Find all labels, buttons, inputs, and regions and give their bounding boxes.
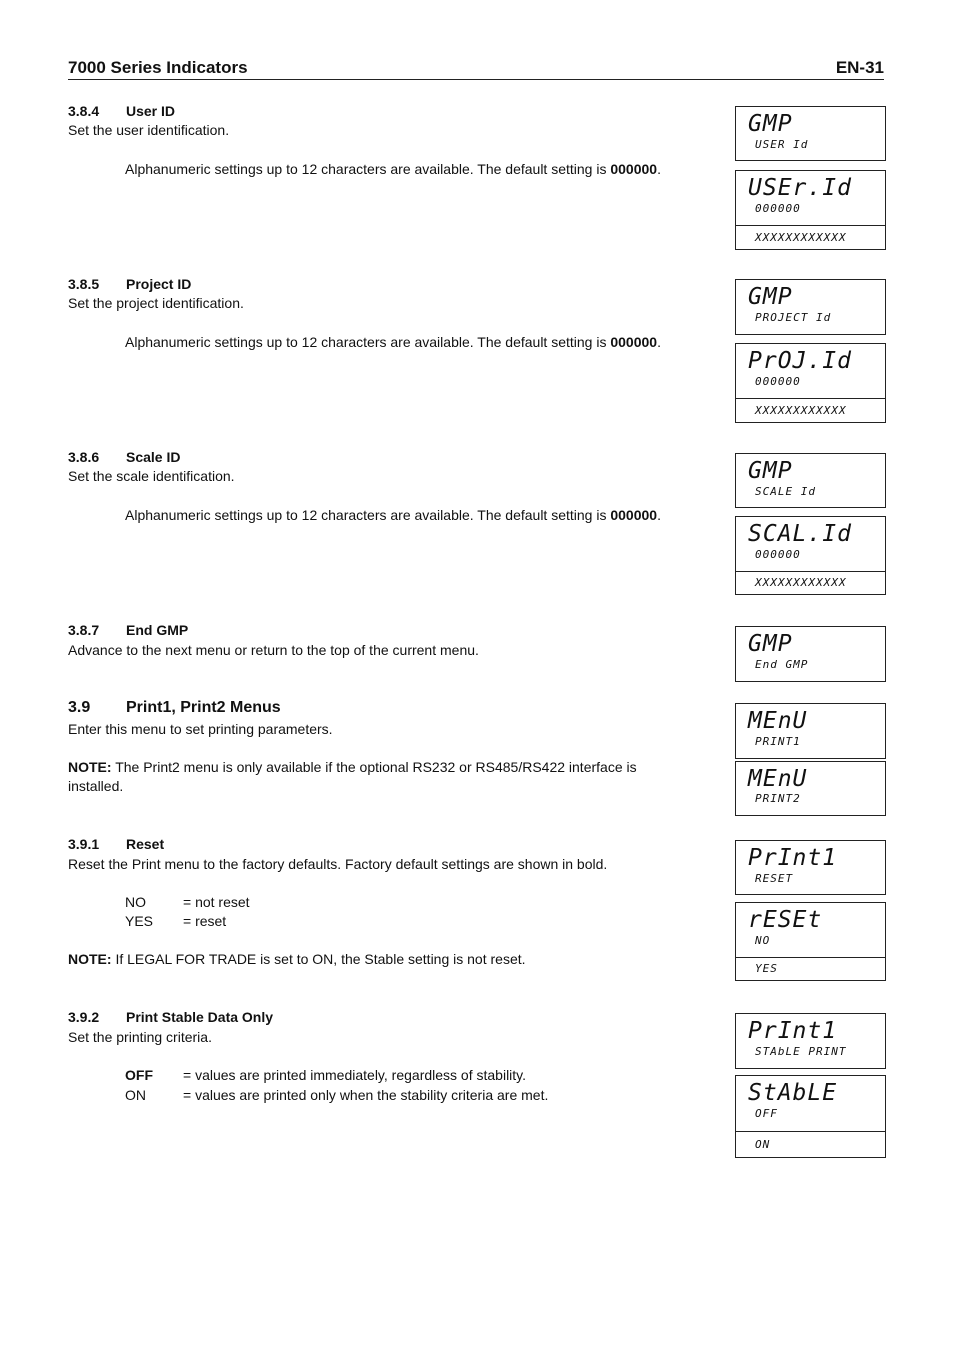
section-number: 3.9.1 bbox=[68, 836, 100, 852]
note-continued: installed. bbox=[68, 778, 124, 794]
section-detail bbox=[125, 507, 661, 523]
option-key: YES bbox=[125, 913, 154, 929]
option-value: = values are printed immediately, regardless of stability. bbox=[183, 1067, 527, 1083]
detail-text: Alphanumeric settings up to 12 characters are available. The default setting is bbox=[125, 334, 611, 350]
lcd-sub-text: End GMP bbox=[755, 658, 809, 671]
lcd-sub-text: USER Id bbox=[755, 138, 809, 151]
lcd-main-text: PrInt1 bbox=[748, 845, 838, 871]
lcd-display-stable bbox=[735, 1075, 886, 1158]
lcd-main-text: SCAL.Id bbox=[748, 521, 852, 547]
lcd-display-project-id bbox=[735, 343, 886, 423]
section-title: Reset bbox=[126, 836, 165, 852]
lcd-option-row bbox=[736, 571, 885, 595]
section-description: Set the project identification. bbox=[68, 295, 244, 311]
lcd-sub-text: PRINT1 bbox=[755, 735, 801, 748]
lcd-main-text: GMP bbox=[748, 458, 793, 484]
section-title: Project ID bbox=[126, 276, 192, 292]
section-title: Print Stable Data Only bbox=[126, 1009, 274, 1025]
option-value: = not reset bbox=[183, 894, 250, 910]
option-value: = values are printed only when the stability criteria are met. bbox=[183, 1087, 549, 1103]
lcd-display-menu-print1 bbox=[735, 703, 886, 759]
default-value: 000000 bbox=[610, 161, 658, 177]
lcd-display-user-id bbox=[735, 170, 886, 250]
lcd-sub-text: 000000 bbox=[755, 202, 801, 215]
lcd-sub-text: RESET bbox=[755, 872, 794, 885]
section-description: Enter this menu to set printing parameters. bbox=[68, 721, 333, 737]
section-description: Set the printing criteria. bbox=[68, 1029, 212, 1045]
section-heading-project-id bbox=[68, 276, 192, 292]
note bbox=[68, 951, 526, 967]
section-description: Set the scale identification. bbox=[68, 468, 235, 484]
option-key: ON bbox=[125, 1087, 146, 1103]
lcd-main-text: MEnU bbox=[748, 766, 808, 792]
lcd-main-text: rESEt bbox=[748, 907, 823, 933]
page-number: EN-31 bbox=[835, 58, 884, 77]
section-heading-scale-id bbox=[68, 449, 181, 465]
lcd-sub-text: STAbLE PRINT bbox=[755, 1045, 847, 1058]
option-value: = reset bbox=[183, 913, 227, 929]
default-value: 000000 bbox=[610, 334, 658, 350]
note-text: If LEGAL FOR TRADE is set to ON, the Stable setting is not reset. bbox=[111, 951, 526, 967]
lcd-sub-text: 000000 bbox=[755, 548, 801, 561]
lcd-option-text: XXXXXXXXXXXX bbox=[755, 404, 847, 417]
lcd-display-gmp-user bbox=[735, 106, 886, 161]
section-title: End GMP bbox=[126, 622, 189, 638]
lcd-main-text: GMP bbox=[748, 631, 793, 657]
lcd-option-row bbox=[736, 1131, 885, 1158]
page-header bbox=[68, 58, 884, 80]
section-description: Advance to the next menu or return to the top of the current menu. bbox=[68, 642, 479, 658]
lcd-sub-text: NO bbox=[755, 934, 771, 947]
section-detail bbox=[125, 161, 661, 177]
lcd-sub-text: 000000 bbox=[755, 375, 801, 388]
section-number: 3.8.5 bbox=[68, 276, 100, 292]
lcd-main-text: PrInt1 bbox=[748, 1018, 838, 1044]
lcd-main-text: GMP bbox=[748, 284, 793, 310]
lcd-main-text: StAbLE bbox=[748, 1080, 838, 1106]
lcd-sub-text: SCALE Id bbox=[755, 485, 816, 498]
lcd-main-text: MEnU bbox=[748, 708, 808, 734]
section-description: Set the user identification. bbox=[68, 122, 230, 138]
lcd-display-menu-print2 bbox=[735, 761, 886, 816]
lcd-option-row bbox=[736, 957, 885, 981]
section-number: 3.9 bbox=[68, 699, 91, 716]
lcd-display-print1-stable bbox=[735, 1013, 886, 1069]
lcd-option-text: XXXXXXXXXXXX bbox=[755, 576, 847, 589]
lcd-display-print1-reset bbox=[735, 840, 886, 895]
lcd-main-text: USEr.Id bbox=[748, 175, 852, 201]
note-text: The Print2 menu is only available if the optional RS232 or RS485/RS422 interface is bbox=[111, 759, 637, 775]
lcd-option-row bbox=[736, 225, 885, 250]
lcd-sub-text: PRINT2 bbox=[755, 792, 801, 805]
section-number: 3.8.7 bbox=[68, 622, 100, 638]
note bbox=[68, 759, 637, 775]
section-heading-user-id bbox=[68, 103, 176, 119]
section-description: Reset the Print menu to the factory defaults. Factory default settings are shown in bold. bbox=[68, 856, 608, 872]
lcd-display-end-gmp bbox=[735, 626, 886, 682]
section-heading-reset bbox=[68, 836, 165, 852]
section-number: 3.8.6 bbox=[68, 449, 100, 465]
lcd-option-text: YES bbox=[755, 962, 778, 975]
lcd-main-text: PrOJ.Id bbox=[748, 348, 852, 374]
section-title: Print1, Print2 Menus bbox=[126, 699, 281, 716]
section-title: User ID bbox=[126, 103, 176, 119]
option-key: NO bbox=[125, 894, 146, 910]
lcd-option-row bbox=[736, 398, 885, 423]
document-title: 7000 Series Indicators bbox=[68, 58, 248, 77]
lcd-sub-text: OFF bbox=[755, 1107, 778, 1120]
section-heading-print-menus bbox=[68, 699, 281, 717]
lcd-display-gmp-project bbox=[735, 279, 886, 335]
note-label: NOTE: bbox=[68, 951, 112, 967]
detail-end: . bbox=[657, 334, 661, 350]
lcd-display-reset bbox=[735, 902, 886, 981]
default-value: 000000 bbox=[610, 507, 658, 523]
section-number: 3.8.4 bbox=[68, 103, 100, 119]
detail-text: Alphanumeric settings up to 12 characters are available. The default setting is bbox=[125, 507, 611, 523]
lcd-main-text: GMP bbox=[748, 111, 793, 137]
section-title: Scale ID bbox=[126, 449, 181, 465]
lcd-sub-text: PROJECT Id bbox=[755, 311, 832, 324]
lcd-option-text: XXXXXXXXXXXX bbox=[755, 231, 847, 244]
detail-end: . bbox=[657, 507, 661, 523]
detail-end: . bbox=[657, 161, 661, 177]
section-detail bbox=[125, 334, 661, 350]
note-label: NOTE: bbox=[68, 759, 112, 775]
section-heading-end-gmp bbox=[68, 622, 189, 638]
section-number: 3.9.2 bbox=[68, 1009, 100, 1025]
lcd-option-text: ON bbox=[755, 1138, 771, 1151]
lcd-display-scale-id bbox=[735, 516, 886, 595]
section-heading-stable bbox=[68, 1009, 274, 1025]
detail-text: Alphanumeric settings up to 12 characters are available. The default setting is bbox=[125, 161, 611, 177]
lcd-display-gmp-scale bbox=[735, 453, 886, 508]
option-key: OFF bbox=[125, 1067, 153, 1083]
